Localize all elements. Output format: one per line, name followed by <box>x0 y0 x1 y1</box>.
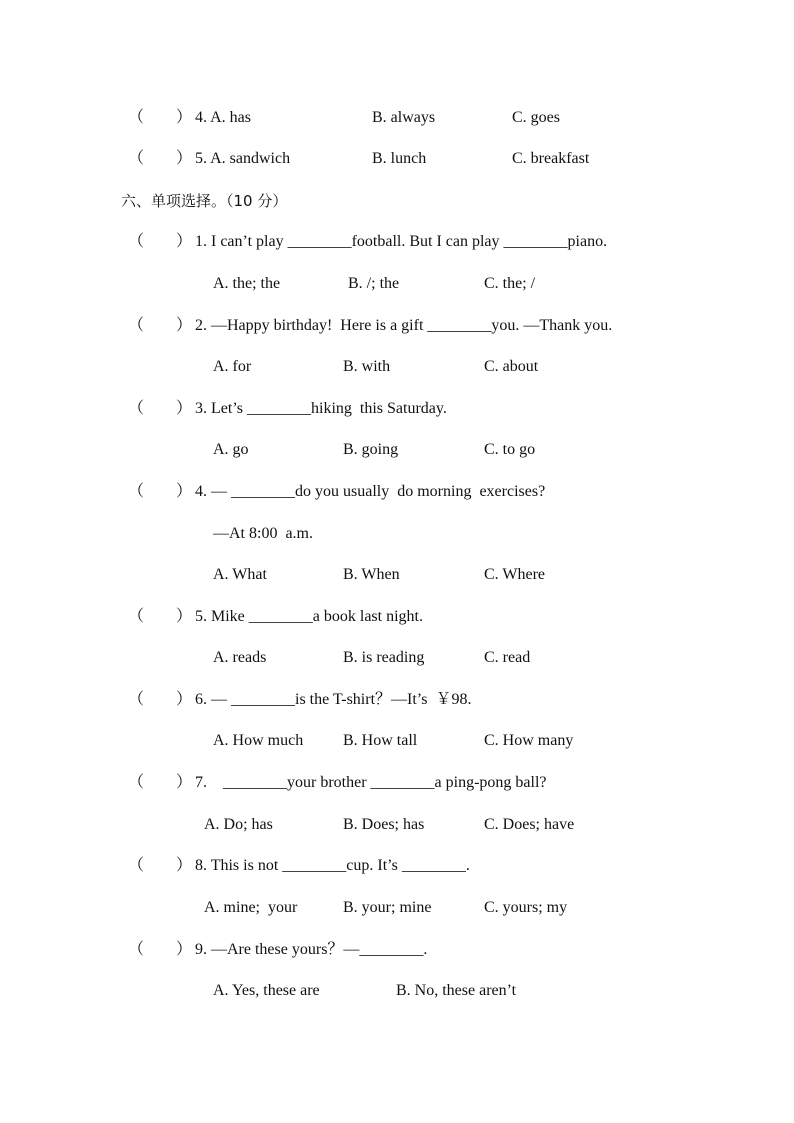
answer-paren-open: （ <box>128 109 145 126</box>
option-c: C. goes <box>512 109 560 126</box>
option-c: C. breakfast <box>512 150 590 167</box>
answer-paren-close: ） <box>176 483 193 500</box>
option-b: B. always <box>372 109 436 126</box>
answer-paren-close: ） <box>176 317 193 334</box>
option-b: B. No, these aren’t <box>396 982 517 999</box>
answer-paren-close: ） <box>176 400 193 417</box>
option-a: A. Do; has <box>204 816 273 833</box>
option-b: B. When <box>343 566 400 583</box>
option-c: C. to go <box>484 441 536 458</box>
question-answer-line: —At 8:00 a.m. <box>213 525 313 542</box>
option-a: A. Yes, these are <box>213 982 320 999</box>
option-b: B. How tall <box>343 732 418 749</box>
answer-paren-close: ） <box>176 150 193 167</box>
question-stem: 4. — ________do you usually do morning exercises? <box>195 483 546 500</box>
question-stem: 6. — ________is the T-shirt？—It’s ￥98. <box>195 691 472 708</box>
question-stem: 3. Let’s ________hiking this Saturday. <box>195 400 447 417</box>
answer-paren-close: ） <box>176 691 193 708</box>
answer-paren-close: ） <box>176 857 193 874</box>
option-b: B. with <box>343 358 391 375</box>
question-stem: 4. A. has <box>195 109 251 126</box>
option-b: B. is reading <box>343 649 425 666</box>
question-stem: 9. —Are these yours？—________. <box>195 941 428 958</box>
answer-paren-open: （ <box>128 150 145 167</box>
answer-paren-close: ） <box>176 109 193 126</box>
answer-paren-open: （ <box>128 317 145 334</box>
option-a: A. the; the <box>213 275 281 292</box>
option-b: B. /; the <box>348 275 400 292</box>
section-title: 六、单项选择。（10 分） <box>121 192 288 210</box>
answer-paren-open: （ <box>128 857 145 874</box>
option-a: A. mine; your <box>204 899 298 916</box>
option-a: A. go <box>213 441 249 458</box>
option-a: A. What <box>213 566 267 583</box>
answer-paren-close: ） <box>176 233 193 250</box>
answer-paren-open: （ <box>128 400 145 417</box>
answer-paren-close: ） <box>176 608 193 625</box>
option-a: A. for <box>213 358 252 375</box>
option-b: B. going <box>343 441 399 458</box>
option-b: B. lunch <box>372 150 427 167</box>
question-stem: 8. This is not ________cup. It’s ________. <box>195 857 470 874</box>
answer-paren-open: （ <box>128 608 145 625</box>
question-stem: 7. ________your brother ________a ping-pong ball? <box>195 774 547 791</box>
question-stem: 2. —Happy birthday! Here is a gift ________you. —Thank you. <box>195 317 613 334</box>
option-c: C. Where <box>484 566 546 583</box>
option-c: C. How many <box>484 732 574 749</box>
option-a: A. How much <box>213 732 304 749</box>
option-a: A. reads <box>213 649 267 666</box>
question-stem: 5. A. sandwich <box>195 150 291 167</box>
question-stem: 1. I can’t play ________football. But I can play ________piano. <box>195 233 608 250</box>
question-stem: 5. Mike ________a book last night. <box>195 608 423 625</box>
option-c: C. Does; have <box>484 816 575 833</box>
option-c: C. read <box>484 649 531 666</box>
answer-paren-close: ） <box>176 774 193 791</box>
answer-paren-open: （ <box>128 774 145 791</box>
option-c: C. yours; my <box>484 899 568 916</box>
option-b: B. Does; has <box>343 816 425 833</box>
option-c: C. about <box>484 358 539 375</box>
answer-paren-open: （ <box>128 233 145 250</box>
answer-paren-open: （ <box>128 483 145 500</box>
answer-paren-open: （ <box>128 691 145 708</box>
answer-paren-close: ） <box>176 941 193 958</box>
option-b: B. your; mine <box>343 899 432 916</box>
answer-paren-open: （ <box>128 941 145 958</box>
option-c: C. the; / <box>484 275 536 292</box>
